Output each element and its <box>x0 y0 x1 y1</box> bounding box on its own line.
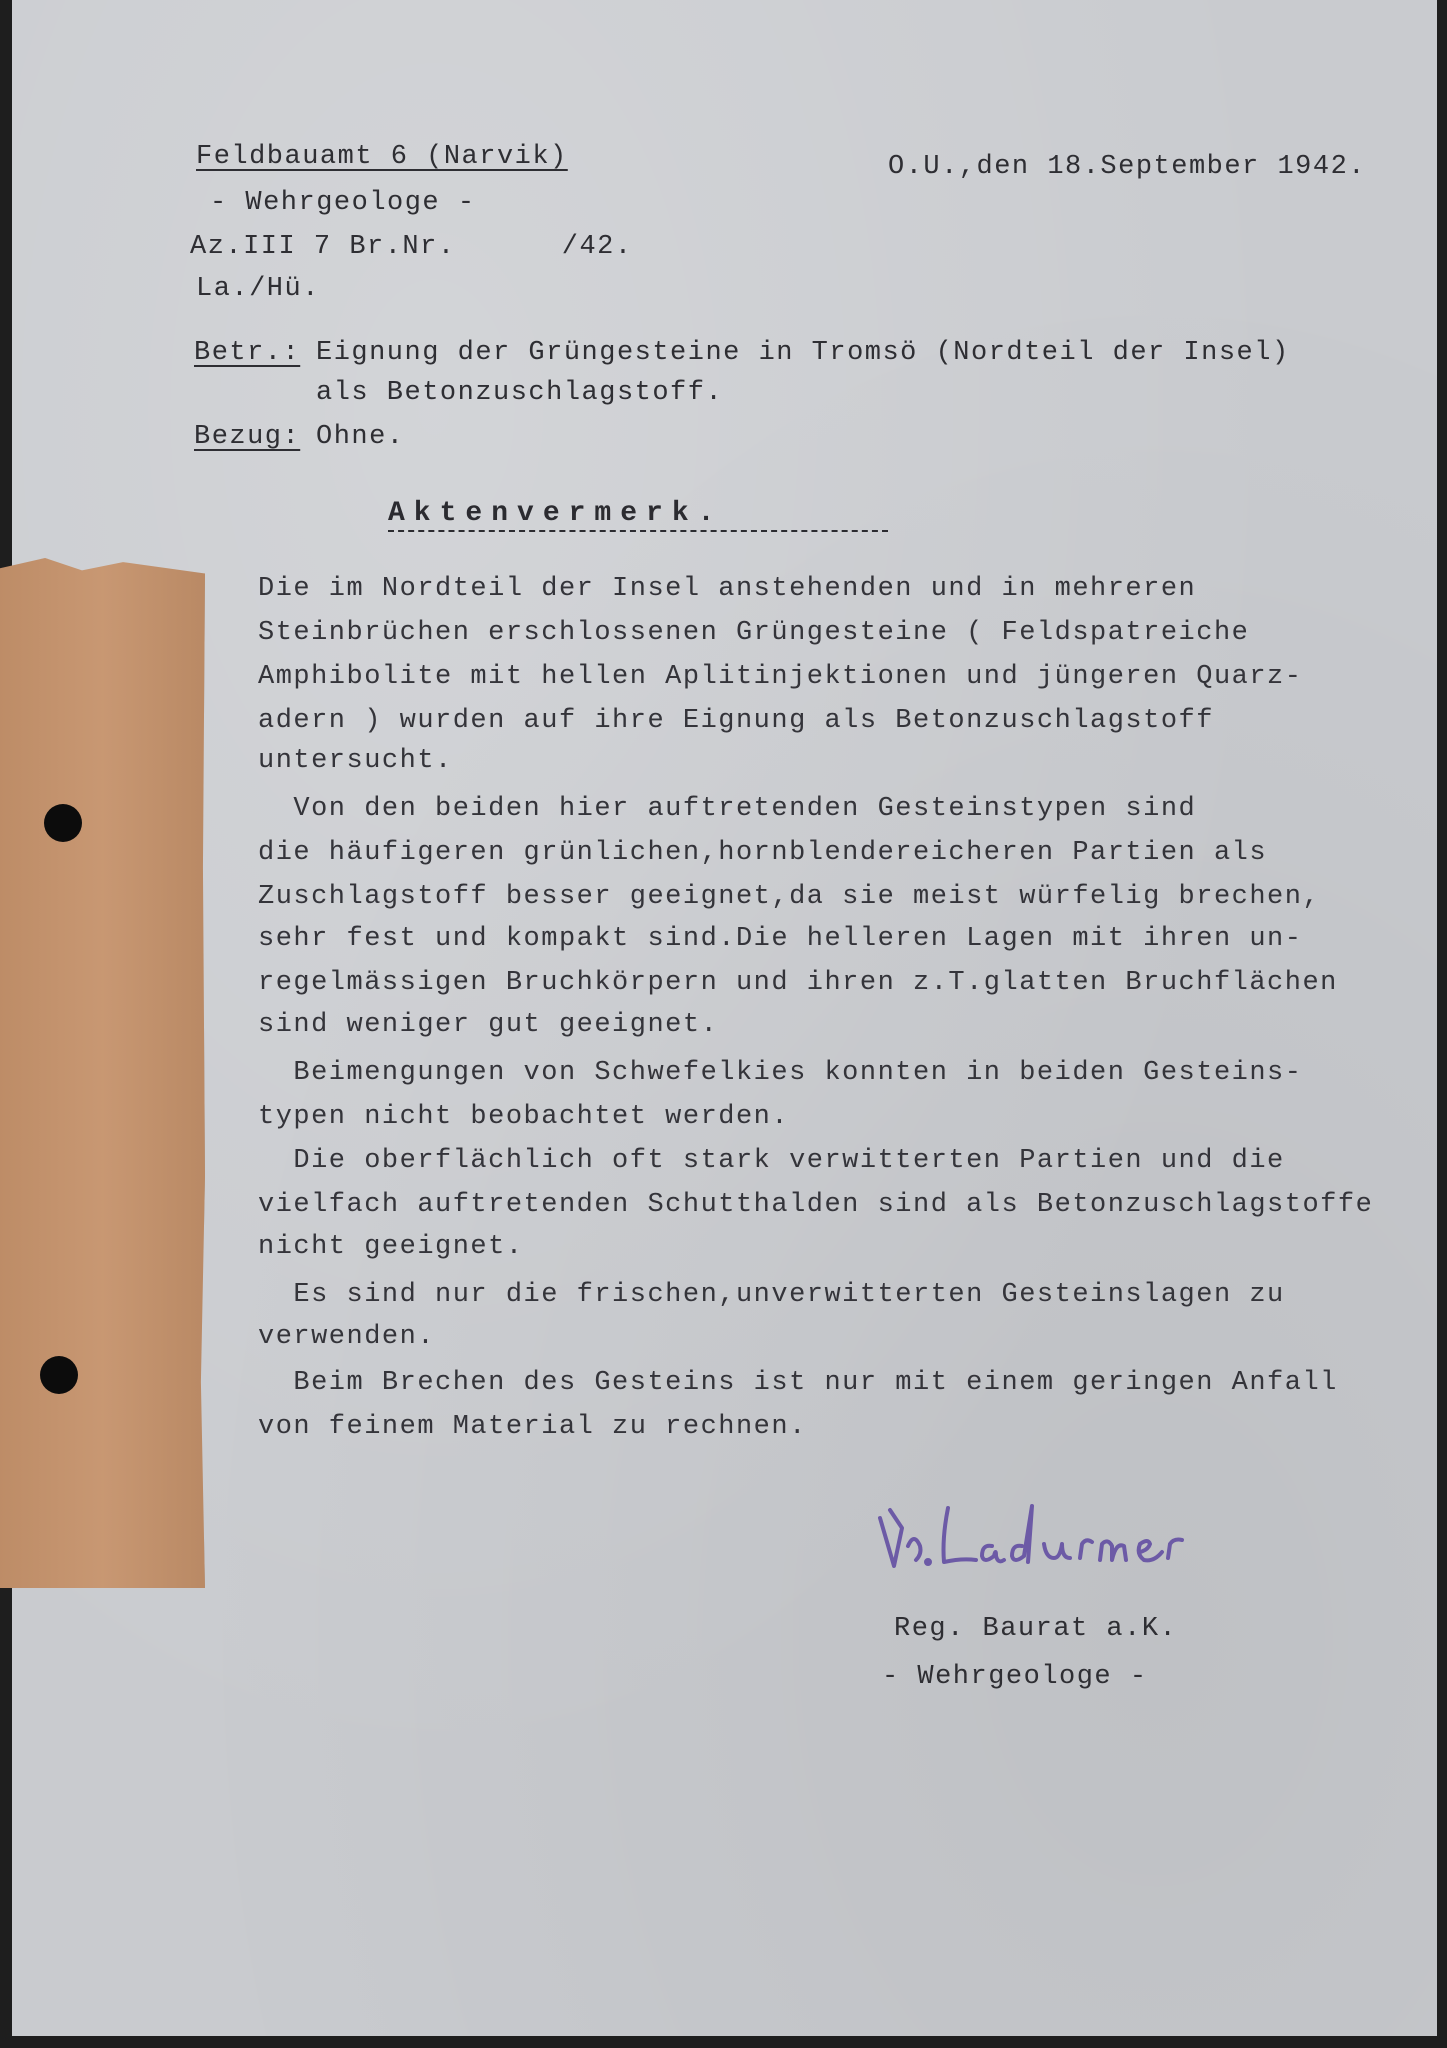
scan-border-bottom <box>0 2036 1447 2048</box>
body-line: Steinbrüchen erschlossenen Grüngesteine ( Feldspatreiche <box>258 618 1250 648</box>
body-line: Amphibolite mit hellen Aplitinjektionen und jüngeren Quarz- <box>258 662 1303 692</box>
signer-title: Reg. Baurat a.K. <box>894 1614 1178 1644</box>
body-line: von feinem Material zu rechnen. <box>258 1412 807 1442</box>
punch-hole <box>40 1356 78 1394</box>
body-line: typen nicht beobachtet werden. <box>258 1102 790 1132</box>
office-subtitle: - Wehrgeologe - <box>210 188 476 218</box>
body-line: Zuschlagstoff besser geeignet,da sie meist würfelig brechen, <box>258 882 1321 912</box>
subject-label: Betr.: <box>194 338 301 368</box>
subject-line-1: Eignung der Grüngesteine in Tromsö (Nordteil der Insel) <box>316 338 1290 368</box>
body-line: Die im Nordteil der Insel anstehenden und in mehreren <box>258 574 1197 604</box>
scan-border-right <box>1437 0 1447 2048</box>
body-line: nicht geeignet. <box>258 1232 524 1262</box>
office-name: Feldbauamt 6 (Narvik) <box>196 142 568 172</box>
memo-title: Aktenvermerk. <box>388 498 724 529</box>
body-line: untersucht. <box>258 746 453 776</box>
subject-line-2: als Betonzuschlagstoff. <box>316 378 724 408</box>
title-underline <box>388 530 888 532</box>
body-line: vielfach auftretenden Schutthalden sind als Betonzuschlagstoffe <box>258 1190 1374 1220</box>
body-line: Die oberflächlich oft stark verwitterten Partien und die <box>258 1146 1285 1176</box>
body-line: regelmässigen Bruchkörpern und ihren z.T.glatten Bruchflächen <box>258 968 1338 998</box>
file-folder-tab <box>0 558 205 1588</box>
place-date: O.U.,den 18.September 1942. <box>888 152 1366 182</box>
body-line: die häufigeren grünlichen,hornblendereicheren Partien als <box>258 838 1268 868</box>
handwritten-signature <box>872 1488 1232 1578</box>
body-line: Von den beiden hier auftretenden Gesteinstypen sind <box>258 794 1197 824</box>
signature-block <box>872 1488 1232 1644</box>
body-line: Beim Brechen des Gesteins ist nur mit einem geringen Anfall <box>258 1368 1338 1398</box>
body-line: Beimengungen von Schwefelkies konnten in beiden Gesteins- <box>258 1058 1303 1088</box>
reference-label: Bezug: <box>194 422 301 452</box>
author-initials: La./Hü. <box>196 274 320 304</box>
body-line: verwenden. <box>258 1322 436 1352</box>
punch-hole <box>44 804 82 842</box>
signer-role: - Wehrgeologe - <box>882 1662 1148 1692</box>
reference-value: Ohne. <box>316 422 405 452</box>
body-line: Es sind nur die frischen,unverwitterten Gesteinslagen zu <box>258 1280 1285 1310</box>
body-line: sehr fest und kompakt sind.Die helleren Lagen mit ihren un- <box>258 924 1303 954</box>
body-line: adern ) wurden auf ihre Eignung als Betonzuschlagstoff <box>258 706 1214 736</box>
body-line: sind weniger gut geeignet. <box>258 1010 719 1040</box>
reference-number: Az.III 7 Br.Nr. /42. <box>190 232 633 262</box>
